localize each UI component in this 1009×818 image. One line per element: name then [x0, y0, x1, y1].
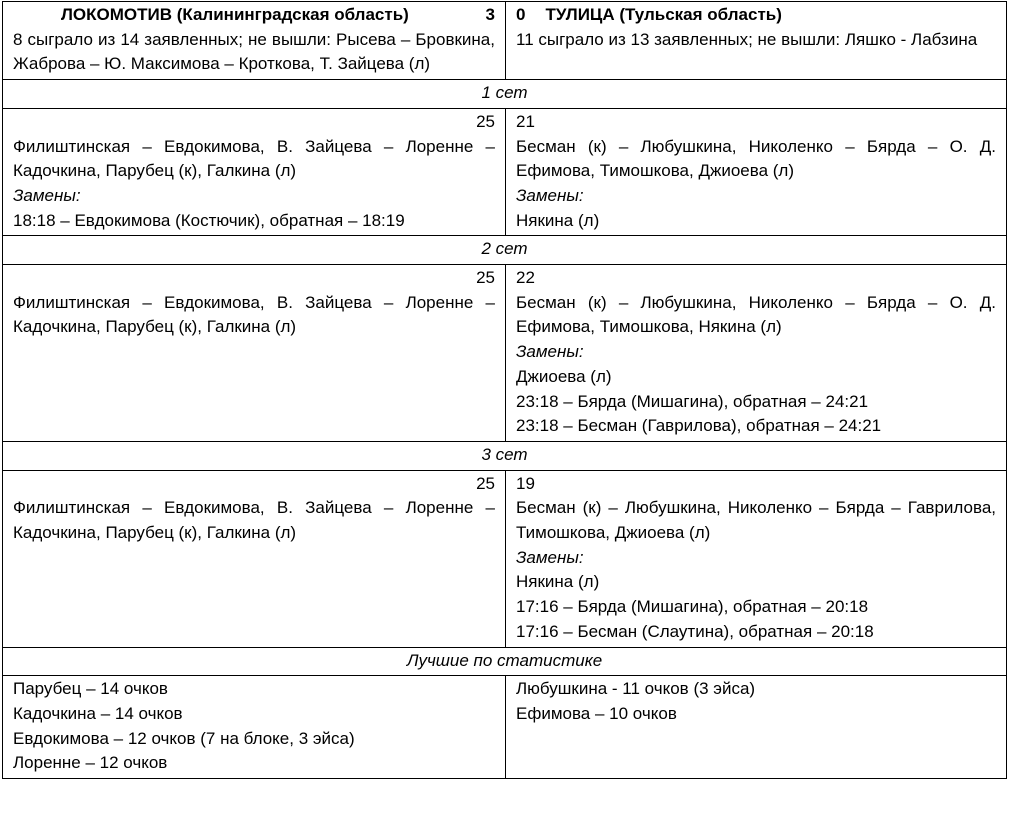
left-set-cell: [3, 470, 506, 647]
right-set-score: 19: [516, 473, 535, 493]
left-team-line: [13, 3, 495, 28]
right-set-cell: [506, 265, 1007, 442]
set-title-row: [3, 441, 1007, 470]
best-title-row: [3, 647, 1007, 676]
best-row: [3, 676, 1007, 779]
left-best-item: Лоренне – 12 очков: [13, 753, 168, 773]
left-team-header-cell: [3, 2, 506, 80]
left-set-cell: [3, 108, 506, 236]
set-title: 3 сет: [3, 441, 1007, 470]
set-row: [3, 108, 1007, 236]
set-title: 1 сет: [3, 80, 1007, 109]
left-subs-label: Замены:: [13, 185, 81, 205]
left-team-name: ЛОКОМОТИВ (Калининградская область): [61, 5, 409, 24]
right-sub-item: Някина (л): [516, 210, 600, 230]
left-best-item: Кадочкина – 14 очков: [13, 703, 183, 723]
left-best-cell: [3, 676, 506, 779]
left-lineup: Филиштинская – Евдокимова, В. Зайцева – Лоренне – Кадочкина, Парубец (к), Галкина (л): [13, 136, 495, 181]
right-team-header-cell: [506, 2, 1007, 80]
right-sub-item: 17:16 – Бярда (Мишагина), обратная – 20:18: [516, 597, 869, 617]
left-lineup: Филиштинская – Евдокимова, В. Зайцева – Лоренне – Кадочкина, Парубец (к), Галкина (л): [13, 498, 495, 543]
right-team-line: [516, 3, 996, 28]
right-subs-label: Замены:: [516, 547, 584, 567]
right-set-score: 21: [516, 111, 535, 131]
right-subs-label: Замены:: [516, 185, 584, 205]
right-sub-item: Джиоева (л): [516, 366, 612, 386]
left-team-info: 8 сыграло из 14 заявленных; не вышли: Рысева – Бровкина, Жаброва – Ю. Максимова – Кроткова, Т. Зайцева (л): [13, 29, 495, 74]
right-lineup: Бесман (к) – Любушкина, Николенко – Бярда – О. Д. Ефимова, Тимошкова, Джиоева (л): [516, 136, 996, 181]
left-best-item: Парубец – 14 очков: [13, 679, 168, 699]
right-best-cell: [506, 676, 1007, 779]
right-best-item: Любушкина - 11 очков (3 эйса): [516, 679, 756, 699]
header-row: [3, 2, 1007, 80]
left-set-score: 25: [476, 268, 495, 288]
set-title: 2 сет: [3, 236, 1007, 265]
right-team-info: 11 сыграло из 13 заявленных; не вышли: Ляшко - Лабзина: [516, 29, 978, 49]
left-lineup: Филиштинская – Евдокимова, В. Зайцева – Лоренне – Кадочкина, Парубец (к), Галкина (л): [13, 292, 495, 337]
left-set-score: 25: [476, 473, 495, 493]
match-report-table: [2, 1, 1007, 779]
right-team-score: 0: [516, 5, 526, 24]
right-subs-label: Замены:: [516, 342, 584, 362]
left-team-score: 3: [485, 5, 495, 24]
right-set-score: 22: [516, 268, 535, 288]
left-set-score: 25: [476, 111, 495, 131]
left-sub-item: 18:18 – Евдокимова (Костючик), обратная – 18:19: [13, 210, 405, 230]
set-row: [3, 470, 1007, 647]
right-sub-item: 23:18 – Бярда (Мишагина), обратная – 24:21: [516, 391, 869, 411]
right-lineup: Бесман (к) – Любушкина, Николенко – Бярда – Гаврилова, Тимошкова, Джиоева (л): [516, 498, 996, 543]
right-set-cell: [506, 470, 1007, 647]
right-sub-item: 17:16 – Бесман (Слаутина), обратная – 20:18: [516, 621, 874, 641]
left-best-item: Евдокимова – 12 очков (7 на блоке, 3 эйса): [13, 728, 355, 748]
set-row: [3, 265, 1007, 442]
right-best-item: Ефимова – 10 очков: [516, 703, 677, 723]
best-title: Лучшие по статистике: [3, 647, 1007, 676]
right-team-name: ТУЛИЦА (Тульская область): [545, 5, 782, 24]
set-title-row: [3, 80, 1007, 109]
left-set-cell: [3, 265, 506, 442]
right-lineup: Бесман (к) – Любушкина, Николенко – Бярда – О. Д. Ефимова, Тимошкова, Някина (л): [516, 292, 996, 337]
set-title-row: [3, 236, 1007, 265]
right-sub-item: 23:18 – Бесман (Гаврилова), обратная – 24:21: [516, 416, 882, 436]
right-sub-item: Някина (л): [516, 572, 600, 592]
right-set-cell: [506, 108, 1007, 236]
